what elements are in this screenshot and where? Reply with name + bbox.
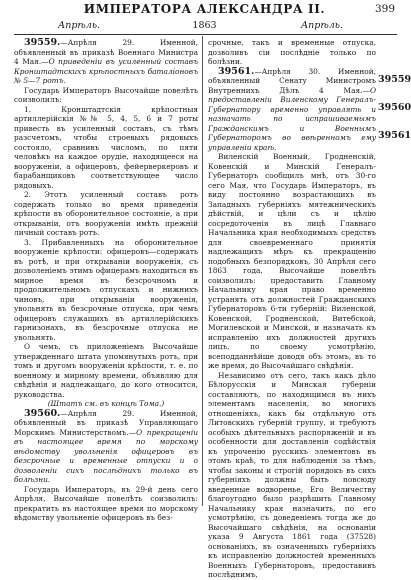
page-subheader (14, 20, 395, 32)
left-column (14, 38, 198, 523)
article-number: 39560. (24, 407, 61, 419)
paragraph (14, 190, 198, 238)
paragraph (208, 67, 376, 153)
paragraph (14, 38, 198, 86)
paragraph-italic-text: О предоставленіи Виленскому Генералъ-Губернатору временно управлять и назначать по испрашиваемымъ Гражданскимъ и Военнымъ Губернаторомъ во ввѣренномъ ему управленіи краѣ. (208, 85, 376, 152)
column-divider (202, 36, 203, 506)
paragraph (208, 371, 376, 580)
paragraph-text: 2. Этотъ усиленный составъ ротъ содержать только во время приведенія крѣпости въ оборонительное состояніе, а при открываніи, отъ вооруженіи имѣть прежній личный составъ ротъ. (14, 190, 198, 237)
paragraph-text: О чемъ, съ приложеніемъ Высочайше утвержденнаго штата упомянутыхъ ротъ, при томъ и другомъ вооруженіи крѣпости, т. е. по военному и мирному времени, объявляю для свѣдѣнія и надлежащаго, до кого относится, руководства. (14, 342, 198, 399)
paragraph-italic-text: О прекращеніи въ настоящее время по морскому вѣдомству увольненія офицеровъ въ безсрочные и временные отпуски и о дозволеніи сихъ послѣднихъ только въ болѣзни. (14, 427, 198, 484)
paragraph-text: 1. Кронштадтскія крѣпостныя артиллерійскія №№ 5, 4, 5, 6 и 7 роты привесть въ усиленный составъ, съ тѣмъ разсчетомъ, чтобы строевыхъ рядовыхъ состояло, сравнивъ числомъ, по пяти человѣкъ на каждое орудіе, находящееся на вооруженіи, а офицеровъ, фейерверкеровъ и барабанщиковъ соответствующее число рядовыхъ. (14, 104, 198, 190)
page-header (14, 2, 395, 18)
paragraph-text: —Апрѣля 30. Именной, объявленный Сенату Министромъ Внутреннихъ Дѣлъ 4 Мая.— (208, 66, 376, 95)
paragraph-text: —Апрѣля 29. Именной, объявленный въ приказѣ Управляющаго Морскимъ Министерствомъ.— (14, 408, 198, 437)
paragraph (208, 152, 376, 371)
paragraph-text: Государь Императоръ, въ 29-й день сего Апрѣля, Высочайше повелѣть соизволилъ: прекратить въ настоящее время по морскому вѣдомству увольненіе офицеровъ въ без- (14, 484, 198, 522)
page-title: ИМПЕРАТОРА АЛЕКСАНДРА II. (83, 2, 326, 16)
paragraph (14, 105, 198, 191)
paragraph (14, 485, 198, 523)
paragraph (208, 38, 376, 67)
article-number: 39559. (24, 37, 61, 48)
right-column (208, 38, 376, 580)
paragraph-text: Независимо отъ сего, такъ какъ дѣло Бѣлорусскія и Минская губерніи составляютъ, по находящимся въ нихъ элементамъ населенія, во многихъ отношеніяхъ, какъ бы отдѣльную отъ Литовскихъ губерній группу, и требуютъ особыхъ дѣятельныхъ распоряженій и въ особенности для доставленія содѣйствія къ упроченію русскихъ элементовъ въ этомъ краѣ, то для наблюденія за тѣмъ, чтобы законы и строгій порядокъ въ сихъ губерніяхъ должны быть повсюду введенные водворенье, Его Величеству благоугодно было разрѣшить Главному Начальнику края назначить, по его усмотрѣнію, съ доведеніемъ тогда же до Высочайшаго свѣдѣнія, на основаніи указа 9 Августа 1861 года (37528) основаніяхъ, въ означенныхъ губерніяхъ къ исправленію должностей временныхъ Военныхъ Губернаторовъ, предоставивъ послѣднимъ, (208, 370, 376, 579)
paragraph (14, 86, 198, 105)
paragraph-italic-text: (Штатъ см. въ концѣ Тома.) (47, 399, 165, 408)
paragraph-italic-text: О приведеніи въ усиленный составъ Кронштадтскихъ крѣпостныхъ баталіоновъ № 5—7 ротъ. (14, 57, 198, 85)
left-month: Апрѣль. (58, 20, 101, 31)
page-number: 399 (374, 3, 395, 15)
header-rule (14, 34, 397, 35)
paragraph-text: Государь Императоръ Высочайше повелѣть соизволилъ: (14, 85, 198, 104)
paragraph-text: —Апрѣля 29. Именной, объявленный въ приказѣ Военнаго Министра 4 Мая.— (14, 38, 198, 66)
right-month: Апрѣль. (300, 20, 343, 31)
paragraph (14, 409, 198, 485)
paragraph-text: Виленскій Военный, Гродненскій, Ковенскій и Минскій Генералъ-Губернаторъ сообщилъ мнѣ, отъ 30-го сего Мая, что Государь Императоръ, въ виду постоянно возрастающихъ въ Западныхъ губерніяхъ мятежническихъ дѣйствій, и цѣли съ и цѣлію сосредоточенія въ лицѣ Главнаго Начальника края необходимыхъ средствъ для своевременнаго принятія надлежащихъ мѣръ къ прекращенію подобныхъ безпорядковъ, 30 Апрѣля сего 1863 года, Высочайше повелѣть соизволилъ: предоставить Главному Начальнику края право временно устранять отъ должностей Гражданскихъ Губернаторовъ 6-ти губерній: Виленской, Ковенской, Гродненской, Витебской, Могилевской и Минской, и назначать къ исправленію ихъ должностей другихъ лицъ, по своему усмотрѣнію, всеподданнѣйше доводя объ этомъ, въ то же время, до Высочайшаго свѣдѣнія. (208, 152, 376, 370)
margin-number: 39561 (378, 130, 411, 141)
paragraph (14, 238, 198, 343)
article-number: 39561. (218, 65, 255, 77)
year: 1863 (192, 20, 217, 31)
margin-number: 39559 (378, 74, 411, 85)
margin-number: 39560 (378, 102, 411, 113)
paragraph (14, 342, 198, 399)
paragraph-text: срочные, такъ и временные отпуска, дозволивъ сіи послѣдніе только по болѣзни. (208, 38, 376, 66)
paragraph-text: 3. Прибавленныхъ на оборонительное вооруженіе крѣпости: офицеровъ—содержать въ ротѣ, и при открываніи вооруженія, съ дозволеніемъ этимъ офицерамъ находиться въ мирное время въ безсрочномъ и продолжительномъ отпускахъ и нижнихъ чиновъ, при открываніи вооруженія, увольнять въ безсрочные отпуска, при чемъ офицеровъ служащихъ въ артиллерійскихъ гарнизонахъ, въ безсрочные отпуска не увольнять. (14, 237, 198, 342)
